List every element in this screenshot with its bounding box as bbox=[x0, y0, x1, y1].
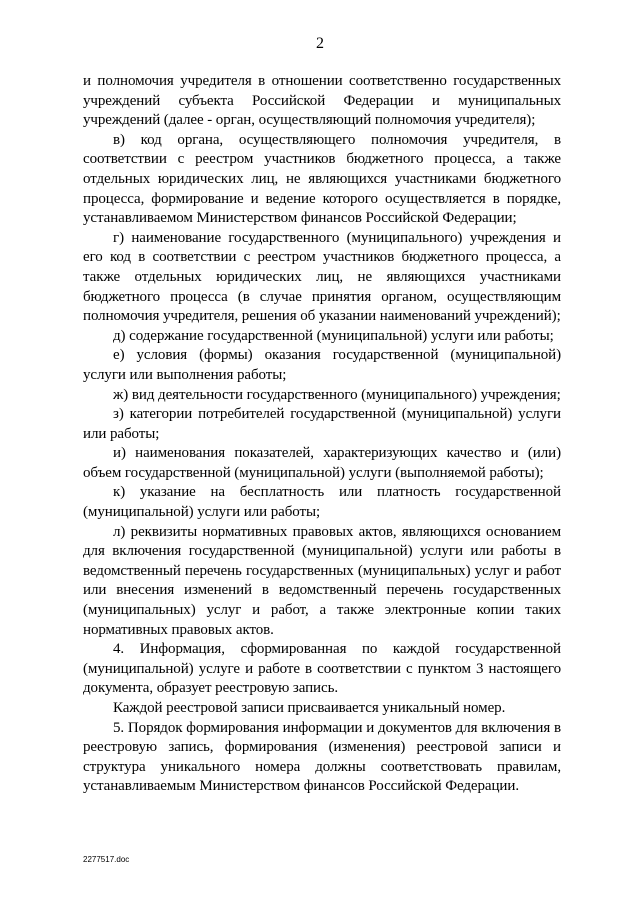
paragraph-item-g: г) наименование государственного (муниципального) учреждения и его код в соответствии с реестром участников бюджетного процесса, а также отдельных юридических лиц, не являющихся участниками бюджетного процесса (в случае принятия органом, осуществляющим полномочия учредителя, решения об указании наименований учреждений); bbox=[83, 229, 561, 325]
paragraph-item-l: л) реквизиты нормативных правовых актов, являющихся основанием для включения государственной (муниципальной) услуги или работы в ведомственный перечень государственных (муниципальных) услуг и работ или внесения изменений в ведомственный перечень государственных (муниципальных) услуг и работ, а также электронные копии таких нормативных правовых актов. bbox=[83, 523, 561, 638]
paragraph-section-5: 5. Порядок формирования информации и документов для включения в реестровую запись, формирования (изменения) реестровой записи и структура уникального номера должны соответствовать правилам, устанавливаемым Министерством финансов Российской Федерации. bbox=[83, 719, 561, 795]
paragraph-item-e: е) условия (формы) оказания государственной (муниципальной) услуги или выполнения работы; bbox=[83, 347, 561, 383]
footer-doc-id: 2277517.doc bbox=[83, 855, 130, 864]
paragraph-item-i: и) наименования показателей, характеризующих качество и (или) объем государственной (муниципальной) услуги (выполняемой работы); bbox=[83, 445, 561, 481]
paragraph-item-z: з) категории потребителей государственной (муниципальной) услуги или работы; bbox=[83, 406, 561, 442]
document-body bbox=[83, 72, 561, 797]
paragraph-section-4: 4. Информация, сформированная по каждой государственной (муниципальной) услуге и работе в соответствии с пунктом 3 настоящего документа, образует реестровую запись. bbox=[83, 641, 561, 697]
paragraph-item-k: к) указание на бесплатность или платность государственной (муниципальной) услуги или работы; bbox=[83, 484, 561, 521]
paragraph-continuation: и полномочия учредителя в отношении соответственно государственных учреждений субъекта Российской Федерации и муниципальных учреждений (далее - орган, осуществляющий полномочия учредителя); bbox=[83, 73, 561, 129]
paragraph-unique-number: Каждой реестровой записи присваивается уникальный номер. bbox=[113, 700, 506, 716]
paragraph-item-zh: ж) вид деятельности государственного (муниципального) учреждения; bbox=[113, 386, 561, 403]
paragraph-item-d: д) содержание государственной (муниципальной) услуги или работы; bbox=[113, 327, 554, 344]
paragraph-item-v: в) код органа, осуществляющего полномочия учредителя, в соответствии с реестром участников бюджетного процесса, а также отдельных юридических лиц, не являющихся участниками бюджетного процесса, формирование и ведение которого осуществляется в порядке, устанавливаемом Министерством финансов Российской Федерации; bbox=[83, 131, 561, 227]
page-number: 2 bbox=[316, 35, 324, 52]
